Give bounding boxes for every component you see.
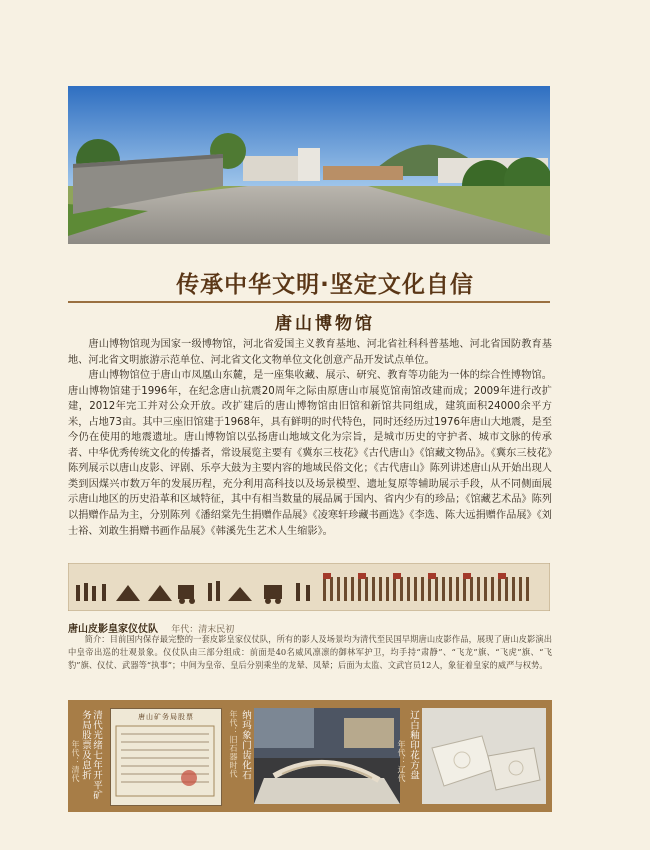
exhibit-name: 纳玛象门齿化石 [240,710,251,780]
exhibit-name: 清代光绪七年开平矿务局股票及息折 [80,710,102,800]
caption-era: 年代：清末民初 [171,625,235,635]
certificate-title: 唐山矿务局股票 [138,713,194,721]
museum-photo [68,86,550,244]
shadow-puppet-procession-image [68,563,550,611]
exhibit-intro: 简介：目前国内保存最完整的一套皮影皇家仪仗队，所有的影人及场景均为清代至民国早期唐山皮影作品，展现了唐山皮影演出中皇帝出巡的壮观景象。仪仗队由三部分组成：前面是40名威风凛凛的御林军护卫，均手持“肃静”、“飞龙”旗、“飞虎”旗、“飞豹”旗、仪仗、武器等“执事”；中间为皇帝、皇后分别乘坐的龙辇、凤辇；后面为太监、文武官员12人，象征着皇家的威严与权势。 [68,634,552,670]
exhibit-era: 年代：旧石器时代 [229,710,238,778]
exhibit-era: 年代：辽代 [397,740,406,783]
divider [68,301,550,303]
fossil-photo [254,708,400,804]
exhibit-era: 年代：清代 [71,740,80,783]
subtitle: 唐山博物馆 [275,314,375,334]
caption-title: 唐山皮影皇家仪仗队 [68,624,158,635]
exhibit-name: 辽白釉印花方盘 [408,710,419,780]
paragraph: 唐山博物馆位于唐山市凤凰山东麓，是一座集收藏、展示、研究、教育等功能为一体的综合性博物馆。唐山博物馆建于1996年，在纪念唐山抗震20周年之际由原唐山市展览馆南馆改建而成；2009年进行改扩建，2012年完工并对公众开放。改扩建后的唐山博物馆由旧馆和新馆共同组成，建筑面积24000余平方米，占地73亩。其中三座旧馆建于1968年，具有鲜明的时代特色，同时还经历过1976年唐山大地震，是至今仍在使用的地震遗址。唐山博物馆以弘扬唐山地域文化为宗旨，是城市历史的守护者、城市文脉的传承者、中华优秀传统文化的传播者，常设展览主要有《冀东三枝花》《古代唐山》《馆藏文物品》。《冀东三枝花》陈列展示以唐山皮影、评剧、乐亭大鼓为主要内容的地域民俗文化；《古代唐山》陈列讲述唐山从开始出现人类到因煤兴市数万年的发展历程，充分利用高科技以及场景模型、遗址复原等辅助展示手段，从不同侧面展示唐山地区的历史沿革和区域特征，其中有相当数量的展品属于国内、省内少有的珍品；《馆藏艺术品》陈列以捐赠作品为主，分别陈列《潘绍棠先生捐赠作品展》《凌寒轩珍藏书画选》《李选、陈大远捐赠作品展》《刘士裕、刘敢生捐赠书画作品展》《韩溪先生艺术人生缩影》。 [68,370,552,537]
paragraph: 唐山博物馆现为国家一级博物馆，河北省爱国主义教育基地、河北省社科科普基地、河北省国防教育基地、河北省文明旅游示范单位、河北省文化文物单位文化创意产品开发试点单位。 [68,339,552,366]
headline: 传承中华文明·坚定文化自信 [176,272,474,298]
stock-certificate-photo [110,708,222,806]
article-body [68,337,552,539]
porcelain-plate-photo [422,708,546,804]
exhibit-band [68,700,552,812]
